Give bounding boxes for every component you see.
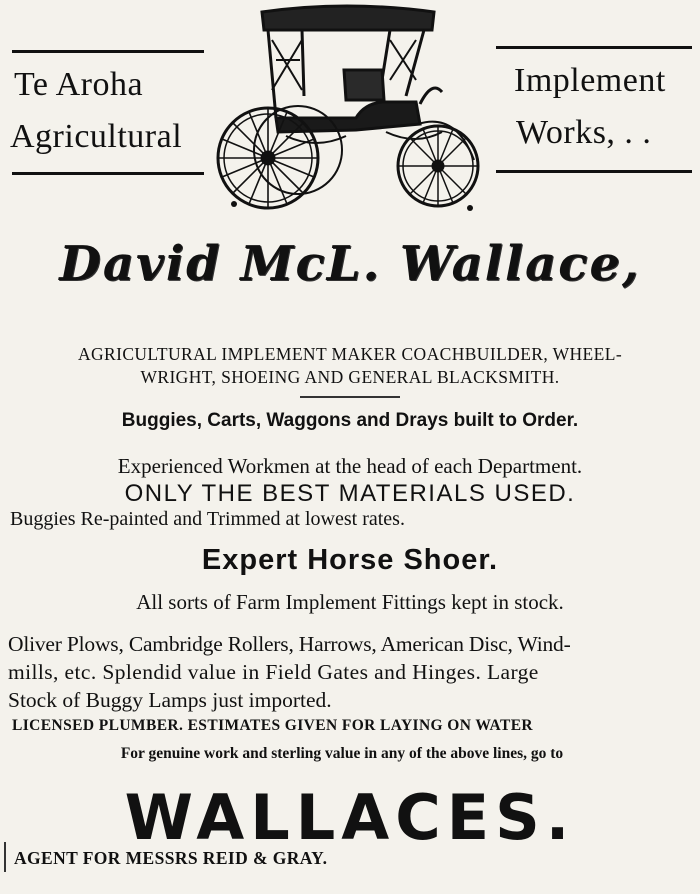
header-right-line2: Works, . . (516, 114, 652, 151)
header-left-line1: Te Aroha (14, 66, 144, 103)
agent-line: AGENT FOR MESSRS REID & GRAY. (14, 848, 328, 868)
fittings-line: All sorts of Farm Implement Fittings kept in stock. (136, 590, 564, 614)
materials-line: ONLY THE BEST MATERIALS USED. (124, 480, 576, 507)
header-right-line1: Implement (514, 62, 666, 99)
header-rule-right-top (496, 46, 692, 49)
proprietor-name: David McL. Wallace, (59, 236, 641, 292)
plumber-line: LICENSED PLUMBER. ESTIMATES GIVEN FOR LAYING ON WATER (12, 717, 534, 734)
divider (300, 396, 400, 398)
horse-shoer-line: Expert Horse Shoer. (201, 544, 499, 576)
header-rule-right-bottom (496, 170, 692, 173)
products-line3: Stock of Buggy Lamps just imported. (8, 688, 332, 712)
repainted-line: Buggies Re-painted and Trimmed at lowest rates. (10, 508, 405, 530)
trades-line1: AGRICULTURAL IMPLEMENT MAKER COACHBUILDER, WHEEL- (77, 344, 623, 364)
workmen-line: Experienced Workmen at the head of each Department. (117, 454, 583, 478)
header-rule-left-top (12, 50, 204, 53)
products-line2: mills, etc. Splendid value in Field Gates and Hinges. Large (8, 660, 539, 684)
products-line1: Oliver Plows, Cambridge Rollers, Harrows, American Disc, Wind- (8, 632, 571, 656)
built-to-order: Buggies, Carts, Waggons and Drays built to Order. (121, 410, 579, 431)
genuine-line: For genuine work and sterling value in any of the above lines, go to (120, 745, 564, 762)
buggy-illustration (206, 0, 496, 220)
left-border-mark (4, 842, 6, 872)
trades-line2: WRIGHT, SHOEING AND GENERAL BLACKSMITH. (140, 367, 560, 387)
brand-wallaces: WALLACES. (124, 781, 576, 854)
header-rule-left-bottom (12, 172, 204, 175)
header-left-line2: Agricultural (10, 118, 183, 155)
